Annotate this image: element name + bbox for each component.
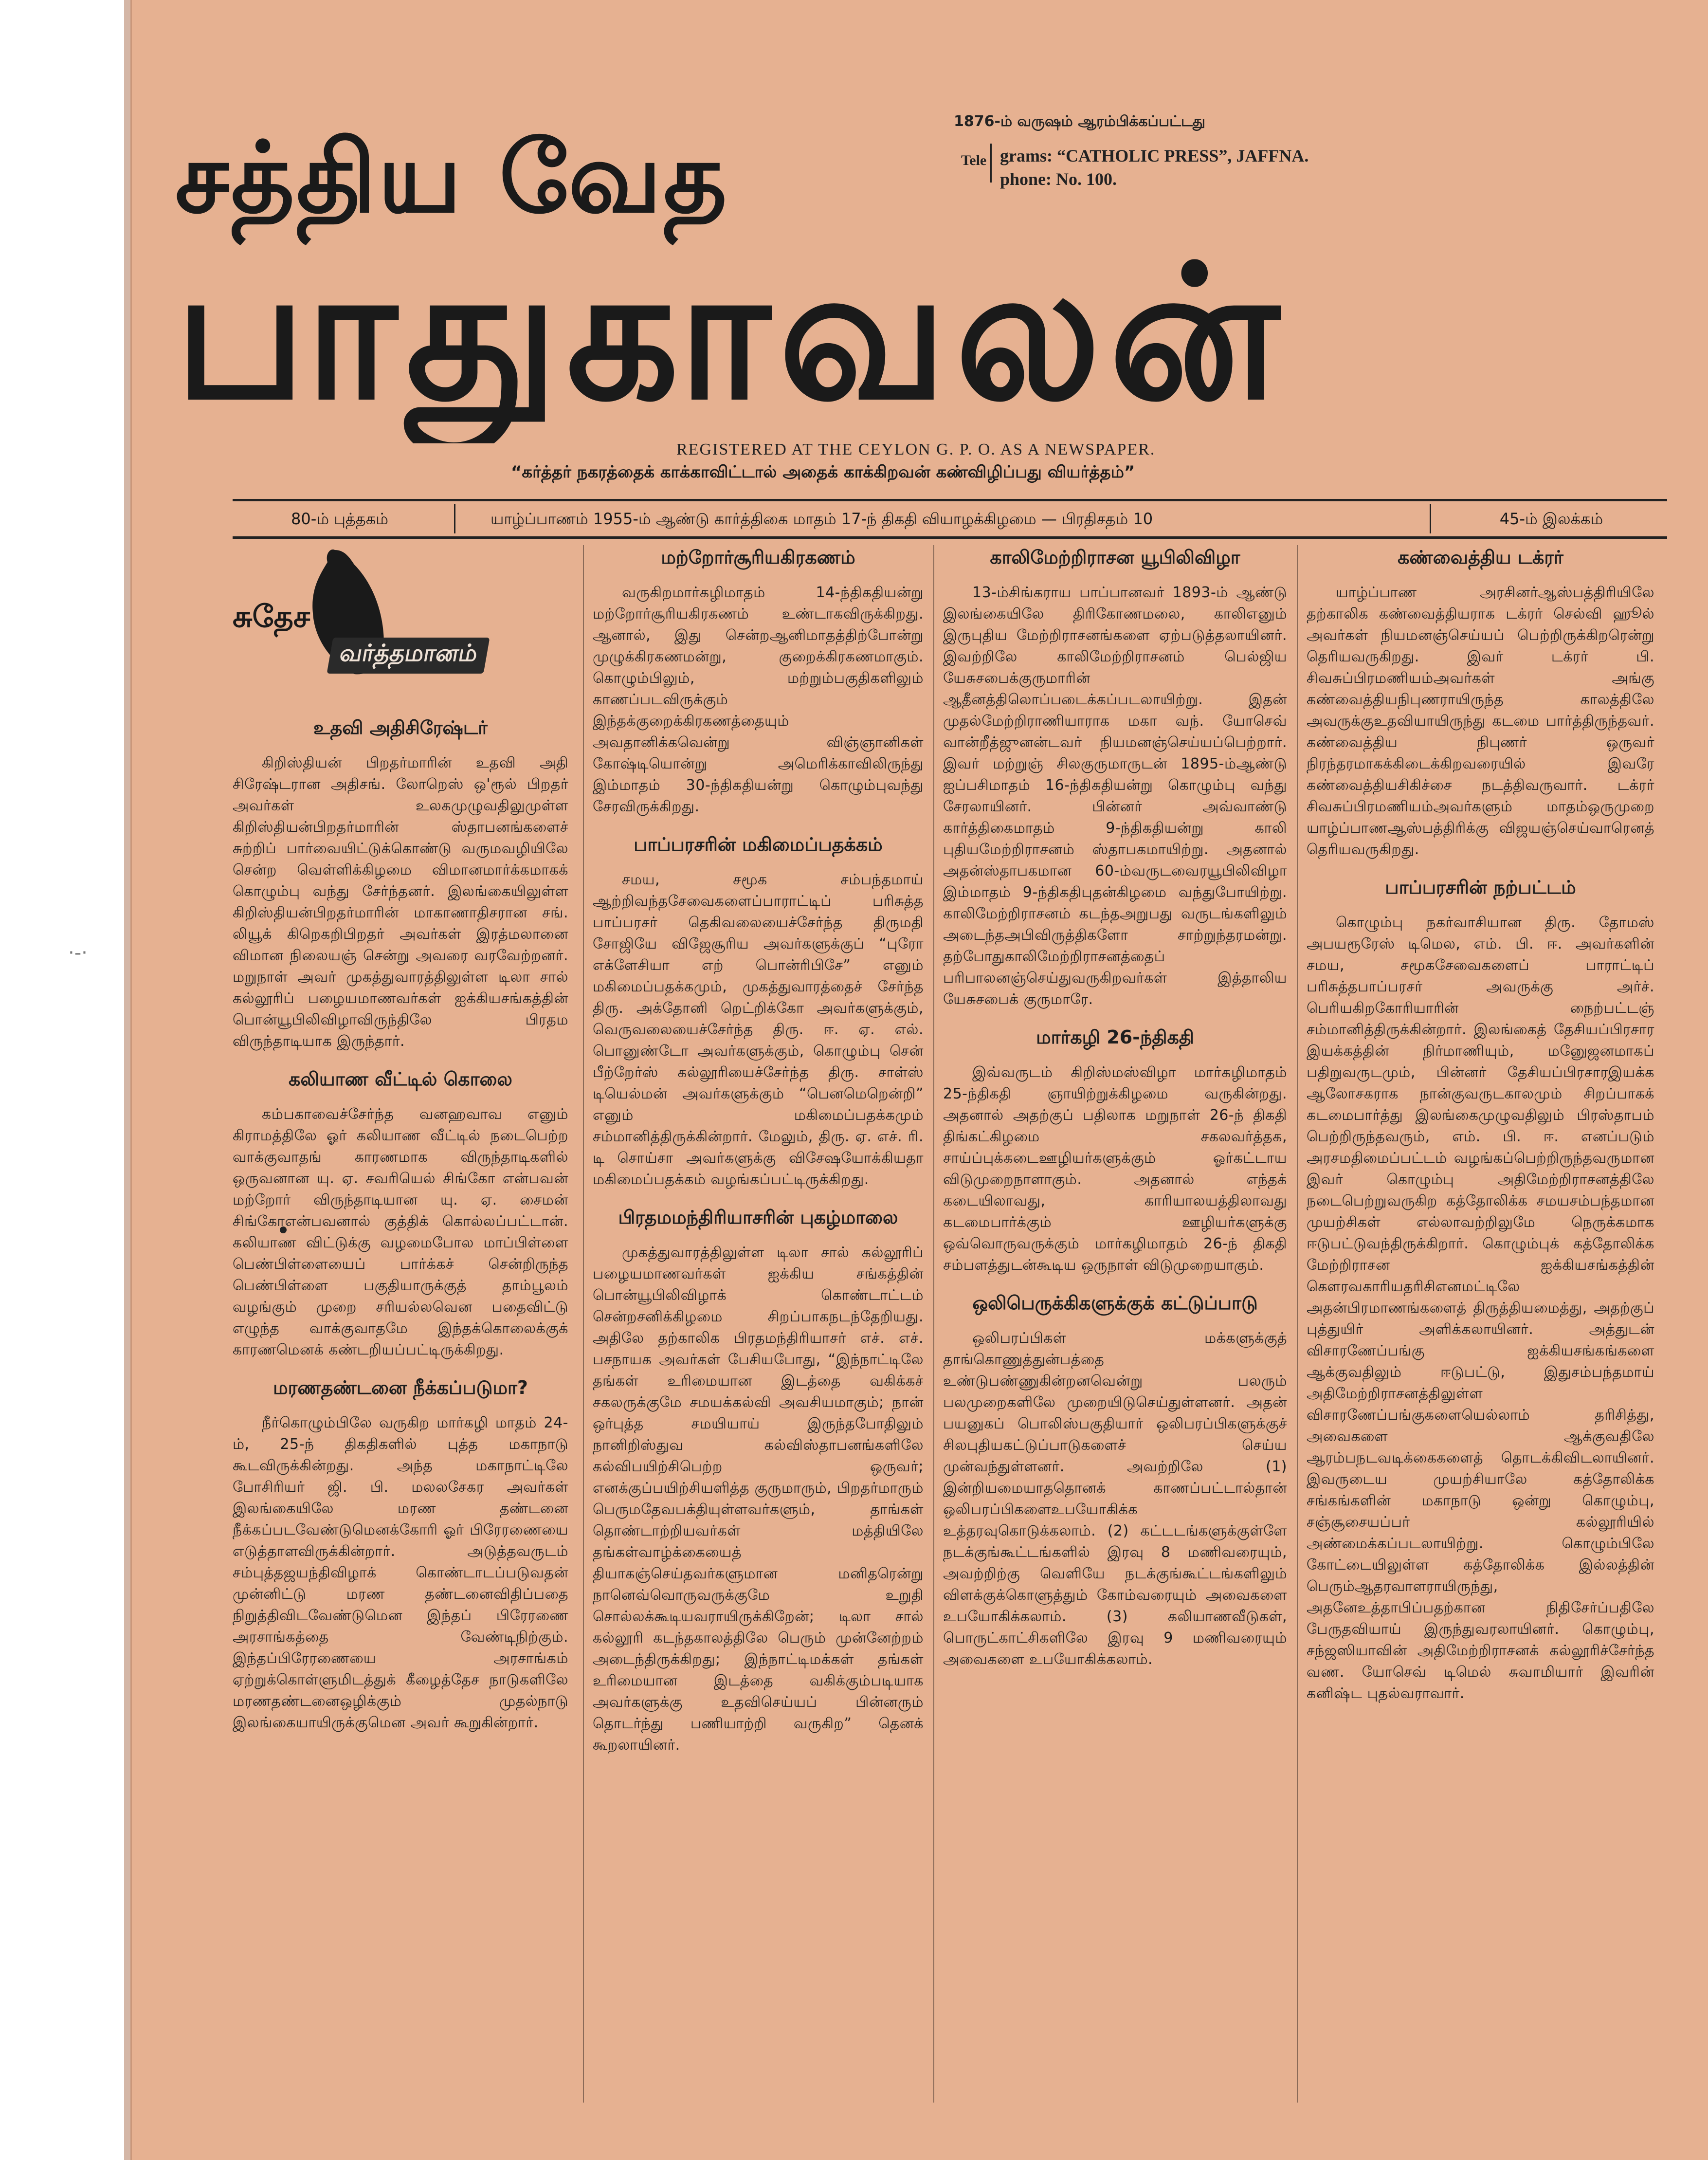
article-heading: கண்வைத்திய டக்ரர் xyxy=(1398,547,1563,568)
page-edge-strip xyxy=(124,0,132,2160)
article-body: கிறிஸ்தியன் பிறதர்மாரின் உதவி அதி சிரேஷ்டரான அதிசங். லோறெஸ் ஒ'ரூல் பிறதர் அவர்கள் உலகமுழுவதிலுமுள்ள கிறிஸ்தியன்பிறதர்மாரின் ஸ்தாபனங்களைச் சுற்றிப் பார்வையிட்டுக்கொண்டு வருமவழியிலே சென்ற வெள்ளிக்கிழமை விமானமார்க்கமாகக் கொழும்பு வந்து சேர்ந்தனர். இலங்கையிலுள்ள கிறிஸ்தியன்பிறதர்மாரின் மாகாணாதிசரான சங். லியூக் கிறெகறிபிறதர் அவர்கள் இரத்மலானை விமான நிலையஞ் சென்று அவரை வரவேற்றனர். மறுநாள் அவர் முகத்துவாரத்திலுள்ள டிலா சால் கல்லூரிப் பழையமாணவர்கள் ஐக்கியசங்கத்தின் பொன்யூபிலிவிழாவிருந்திலே பிரதம விருந்தாடியாக இருந்தார். xyxy=(233,754,568,1050)
volume-number: 80-ம் புத்தகம் xyxy=(291,510,388,528)
article-body: நீர்கொழும்பிலே வருகிற மார்கழி மாதம் 24-ம், 25-ந் திகதிகளில் புத்த மகாநாடு கூடவிருக்கின்றது. அந்த மகாநாட்டிலே போசிரியர் ஜி. பி. மலலசேகர அவர்கள் இலங்கையிலே மரண தண்டனை நீக்கப்படவேண்டுமெனக்கோரி ஓர் பிரேரணையை எடுத்தாளவிருக்கின்றார். அடுத்தவருடம் சம்புத்தஜயந்திவிழாக் கொண்டாடப்படுவதன் முன்னிட்டு மரண தண்டனைவிதிப்பதை நிறுத்திவிடவேண்டுமென இந்தப் பிரேரணை அரசாங்கத்தை வேண்டிநிற்கும். இந்தப்பிரேரணையை அரசாங்கம் ஏற்றுக்கொள்ளுமிடத்துக் கீழைத்தேச நாடுகளிலே மரணதண்டனைஒழிக்கும் முதல்நாடு இலங்கையாயிருக்குமென அவர் கூறுகின்றார். xyxy=(233,1414,568,1731)
motto-line: “கர்த்தர் நகரத்தைக் காக்காவிட்டால் அதைக் காக்கிறவன் கண்விழிப்பது வியர்த்தம்” xyxy=(511,462,1135,482)
article-heading: காலிமேற்றிராசன யூபிலிவிழா xyxy=(990,547,1240,568)
column-rule xyxy=(1297,545,1298,2103)
masthead-title-main: பாதுகாவலன் xyxy=(175,226,1288,440)
telegram-address: grams: “CATHOLIC PRESS”, JAFFNA. xyxy=(1000,146,1309,165)
masthead-title-top: சத்திய வேத xyxy=(175,120,729,235)
date-bar xyxy=(233,499,1667,539)
article-heading: கலியாண வீட்டில் கொலை xyxy=(289,1068,512,1090)
article-body: வருகிறமார்கழிமாதம் 14-ந்திகதியன்று மற்றோர்சூரியகிரகணம் உண்டாகவிருக்கிறது. ஆனால், இது சென்றஆனிமாதத்திற்போன்று முழுக்கிரகணமன்று, குறைக்கிரகணமாகும். கொழும்பிலும், மற்றும்பகுதிகளிலும் காணப்படவிருக்கும் இந்தக்குறைக்கிரகணத்தையும் அவதானிக்கவென்று விஞ்ஞானிகள் கோஷ்டியொன்று அமெரிக்காவிலிருந்து இம்மாதம் 30-ந்திகதியன்று கொழும்புவந்து சேரவிருக்கிறது. xyxy=(593,584,924,815)
article-heading: மார்கழி 26-ந்திகதி xyxy=(1036,1026,1194,1048)
article-heading: பாப்பரசரின் நற்பட்டம் xyxy=(1385,877,1576,898)
article-body: 13-ம்சிங்கராய பாப்பானவர் 1893-ம் ஆண்டு இலங்கையிலே திரிகோணமலை, காலிஎனும் இருபுதிய மேற்றிராசனங்களை ஏற்படுத்தலாயினர். இவற்றிலே காலிமேற்றிராசனம் பெல்ஜிய யேசுசபைக்குருமாரின் ஆதீனத்திலொப்படைக்கப்படலாயிற்று. இதன் முதல்மேற்றிராணியாராக மகா வந். யோசெவ் வான்றீத்ஜுனன்டவர் நியமனஞ்செய்யப்பெற்றார். இவர் மற்றுஞ் சிலகுருமாருடன் 1895-ம்ஆண்டு ஐப்பசிமாதம் 16-ந்திகதியன்று கொழும்பு வந்து சேரலாயினர். பின்னர் அவ்வாண்டு கார்த்திகைமாதம் 9-ந்திகதியன்று காலி புதியமேற்றிராசனம் ஸ்தாபகமாயிற்று. அதனால் அதன்ஸ்தாபகமான 60-ம்வருடவைரயூபிலிவிழா இம்மாதம் 9-ந்திகதிபுதன்கிழமை வந்துபோயிற்று. காலிமேற்றிராசனம் கடந்தஅறுபது வருடங்களிலும் அடைந்தஅபிவிருத்திகளோ சாற்றுந்தரமன்று. தற்போதுகாலிமேற்றிராசனத்தைப் பரிபாலனஞ்செய்துவருகிறவர்கள் இத்தாலிய யேசுசபைக் குருமாரே. xyxy=(943,584,1287,1008)
issue-date: யாழ்ப்பாணம் 1955-ம் ஆண்டு கார்த்திகை மாதம் 17-ந் திகதி வியாழக்கிழமை — பிரதிசதம் 10 xyxy=(491,510,1153,528)
article-body: கொழும்பு நகர்வாசியான திரு. தோமஸ் அபயரூரேஸ் டிமெல, எம். பி. ஈ. அவர்களின் சமய, சமூகசேவைகளைப் பாராட்டிப் பரிசுத்தபாப்பரசர் அவருக்கு அர்ச். பெரியகிறகோரியாரின் நைற்பட்டஞ் சம்மானித்திருக்கின்றார். இலங்கைத் தேசியப்பிரசார இயக்கத்தின் நிர்மாணியும், மனுேஜனமாகப் பதிறுவருடமும், பின்னர் தேசியப்பிரசாரஇயக்க ஆலோசகராக நான்குவருடகாலமும் சிறப்பாகக் கடமைபார்த்து இலங்கைமுழுவதிலும் பிரஸ்தாபம் பெற்றிருந்தவரும், எம். பி. ஈ. எனப்படும் அரசமதிமைப்பட்டம் வழங்கப்பெற்றிருந்தவருமான இவர் கொழும்பு அதிமேற்றிராசனத்திலே நடைபெற்றுவருகிற கத்தோலிக்க சமயசம்பந்தமான முயற்சிகள் எல்லாவற்றிலுமே நெருக்கமாக ஈடுபட்டுவந்திருக்கிறார். கொழும்புக் கத்தோலிக்க மேற்றிராசன ஐக்கியசங்கத்தின் கௌரவகாரியதரிசிஎனமட்டிலே அதன்பிரமாணங்களைத் திருத்தியமைத்து, அதற்குப் புத்துயிர் அளிக்கலாயினர். அத்துடன் விசாரணேப்பங்கு ஐக்கியசங்கங்களை ஆக்குவதிலும் ஈடுபட்டு, இதுசம்பந்தமாய் அதிமேற்றிராசனத்திலுள்ள விசாரணேப்பங்குகளையெல்லாம் தரிசித்து, அவைகளை ஆக்குவதிலே ஆரம்பநடவடிக்கைகளைத் தொடக்கிவிடலாயினர். இவருடைய முயற்சியாலே கத்தோலிக்க சங்கங்களின் மகாநாடு ஒன்று கொழும்பு, சஞ்சூசையப்பர் கல்லூரியில் அண்மைக்கப்படலாயிற்று. கொழும்பிலே கோட்டையிலுள்ள கத்தோலிக்க இல்லத்தின் பெரும்ஆதரவாளராயிருந்து, அதனேஉத்தாபிப்பதற்கான நிதிசேர்ப்பதிலே பேருதவியாய் இருந்துவரலாயினர். கொழும்பு, சந்ஜஸியாவின் அதிமேற்றிராசனக் கல்லூரிச்சேர்ந்த வண. யோசெவ் டிமெல் சுவாமியார் இவரின் கனிஷ்ட புதல்வராவார். xyxy=(1307,914,1654,1702)
article-body: இவ்வருடம் கிறிஸ்மஸ்விழா மார்கழிமாதம் 25-ந்திகதி ஞாயிற்றுக்கிழமை வருகின்றது. அதனால் அதற்குப் பதிலாக மறுநாள் 26-ந் திகதி திங்கட்கிழமை சகலவர்த்தக, சாய்ப்புக்கடைஊழியர்களுக்கும் ஓர்கட்டாய விடுமுறைநாளாகும். அதனால் எந்தக் கடையிலாவது, காரியாலயத்திலாவது கடமைபார்க்கும் ஊழியர்களுக்கு ஒவ்வொருவருக்கும் மார்கழிமாதம் 26-ந் திகதி சம்பளத்துடன்கூடிய ஒருநாள் விடுமுறையாகும். xyxy=(943,1064,1287,1274)
column-3 xyxy=(943,545,1287,1685)
article-heading: பிரதமமந்திரியாசரின் புகழ்மாலை xyxy=(618,1207,898,1228)
article-heading: மரணதண்டனை நீக்கப்படுமா? xyxy=(273,1377,528,1398)
suthesa-logo xyxy=(233,545,568,706)
logo-word-varthamanam: வர்த்தமானம் xyxy=(327,638,490,674)
established-line: 1876-ம் வருஷம் ஆரம்பிக்கப்பட்டது xyxy=(954,113,1205,130)
article-heading: மற்றோர்சூரியகிரகணம் xyxy=(661,547,855,568)
phone-number: phone: No. 100. xyxy=(1000,169,1117,189)
article-heading: ஒலிபெருக்கிகளுக்குக் கட்டுப்பாடு xyxy=(972,1292,1258,1314)
article-body: சமய, சமூக சம்பந்தமாய் ஆற்றிவந்தசேவைகளைப்பாராட்டிப் பரிசுத்த பாப்பரசர் தெகிவலையைச்சேர்ந்த திருமதி சோஜியே விஜேசூரிய அவர்களுக்குப் “புரோ எக்ளேசியா எற் பொன்ரிபிசே” எனும் மகிமைப்பதக்கமும், முகத்துவாரத்தைச் சேர்ந்த திரு. அக்தோனி றெட்றிக்கோ அவர்களுக்கும், வெருவலையைச்சேர்ந்த திரு. ஈ. ஏ. எல். பொனுண்டோ அவர்களுக்கும், கொழும்பு சென் பீற்றேர்ஸ் கல்லூரியைச்சேர்ந்த திரு. சாள்ஸ் டியெல்மன் அவர்களுக்கும் “பெனமெறென்றி” எனும் மகிமைப்பதக்கமும் சம்மானித்திருக்கின்றார். மேலும், திரு. ஏ. எச். ரி. டி சொய்சா அவர்களுக்கு விசேஷயோக்கியதா மகிமைப்பதக்கம் வழங்கப்பட்டிருக்கிறது. xyxy=(593,871,924,1188)
registration-line: REGISTERED AT THE CEYLON G. P. O. AS A NEWSPAPER. xyxy=(676,440,1156,458)
pencil-mark: ·-· xyxy=(68,942,88,964)
article-heading: உதவி அதிசிரேஷ்டர் xyxy=(313,717,488,738)
logo-word-suthesa: சுதேச xyxy=(233,599,310,634)
column-1 xyxy=(233,545,568,1748)
article-heading: பாப்பரசரின் மகிமைப்பதக்கம் xyxy=(634,834,883,855)
article-body: முகத்துவாரத்திலுள்ள டிலா சால் கல்லூரிப் பழையமாணவர்கள் ஐக்கிய சங்கத்தின் பொன்யூபிலிவிழாக் கொண்டாட்டம் சென்றசனிக்கிழமை சிறப்பாகநடந்தேறியது. அதிலே தற்காலிக பிரதமந்திரியாசர் எச். எச். பசநாயக அவர்கள் பேசியபோது, “இந்நாட்டிலே தங்கள் உரிமையான இடத்தை வகிக்கச் சகலருக்குமே சமயக்கல்வி அவசியமாகும்; நான் ஒர்புத்த சமயியாய் இருந்தபோதிலும் நானிறிஸ்துவ கல்விஸ்தாபனங்களிலே கல்விபயிற்சிபெற்ற ஒருவர்; எனக்குப்பயிற்சியளித்த குருமாரும், பிறதர்மாரும் பெருமதேவபக்தியுள்ளவர்களும், தாங்கள் தொண்டாற்றியவர்கள் மத்தியிலே தங்கள்வாழ்க்கையைத் தியாகஞ்செய்தவர்களுமான மனிதரென்று நானெவ்வொருவருக்குமே உறுதி சொல்லக்கூடியவராயிருக்கிறேன்; டிலா சால் கல்லூரி கடந்தகாலத்திலே பெரும் முன்னேற்றம் அடைந்திருக்கிறது; இந்நாட்டிமக்கள் தங்கள் உரிமையான இடத்தை வகிக்கும்படியாக அவர்களுக்கு உதவிசெய்யப் பின்னரும் தொடர்ந்து பணியாற்றி வருகிற” தெனக் கூறலாயினர். xyxy=(593,1244,924,1754)
column-rule xyxy=(933,545,934,2103)
article-body: யாழ்ப்பாண அரசினர்ஆஸ்பத்திரியிலே தற்காலிக கண்வைத்தியராக டக்ரர் செல்வி ஹூல் அவர்கள் நியமனஞ்செய்யப் பெற்றிருக்கிறரென்று தெரியவருகிறது. இவர் டக்ரர் பி. சிவசுப்பிரமணியம்அவர்கள் அங்கு கண்வைத்தியநிபுணராயிருந்த காலத்திலே அவருக்குஉதவியாயிருந்து கடமை பார்த்திருந்தவர். கண்வைத்திய நிபுணர் ஒருவர் நிரந்தரமாகக்கிடைக்கிறவரையில் இவரே கண்வைத்தியசிகிச்சை நடத்திவருவார். டக்ரர் சிவசுப்பிரமணியம்அவர்களும் மாதம்ஒருமுறை யாழ்ப்பாணஆஸ்பத்திரிக்கு விஜயஞ்செய்வாரெனத் தெரியவருகிறது. xyxy=(1307,584,1654,858)
tele-label: Tele xyxy=(961,152,987,168)
article-body: ஒலிபரப்பிகள் மக்களுக்குத் தாங்கொணுத்துன்பத்தை உண்டுபண்ணுகின்றனவென்று பலரும் பலமுறைகளிலே முறையிடுசெய்துள்ளனர். அதன் பயனுகப் பொலிஸ்பகுதியார் ஒலிபரப்பிகளுக்குச் சிலபுதியகட்டுப்பாடுகளைச் செய்ய முன்வந்துள்ளனர். அவற்றிலே (1) இன்றியமையாததொனக் காணப்பட்டால்தான் ஒலிபரப்பிகளைஉபயோகிக்க உத்தரவுகொடுக்கலாம். (2) கட்டடங்களுக்குள்ளே நடக்குங்கூட்டங்களில் இரவு 8 மணிவரையும், அவற்றிற்கு வெளியே நடக்குங்கூட்டங்களிலும் விளக்குக்கொளுத்தும் கோம்வரையும் அவைகளை உபயோகிக்கலாம். (3) கலியாணவீடுகள், பொருட்காட்சிகளிலே இரவு 9 மணிவரையும் அவைகளை உபயோகிக்கலாம். xyxy=(943,1330,1287,1668)
column-2 xyxy=(593,545,924,1771)
column-4 xyxy=(1307,545,1654,1719)
article-body: கம்பகாவைச்சேர்ந்த வனஹவாவ எனும் கிராமத்திலே ஓர் கலியாண வீட்டில் நடைபெற்ற வாக்குவாதங் காரணமாக விருந்தாடிகளில் ஒருவனான யு. ஏ. சவரியெல் சிங்கோ என்பவன் மற்றோர் விருந்தாடியான யு. ஏ. சைமன் சிங்கோஎன்பவனால் குத்திக் கொல்லப்பட்டான். கலியாண விட்டுக்கு வழமைபோல மாப்பிள்ளை பெண்பிள்ளையைப் பார்க்கச் சென்றிருந்த பெண்பிள்ளை பகுதியாருக்குத் தாம்பூலம் வழங்கும் முறை சரியல்லவென பதைவிட்டு எழுந்த வாக்குவாதமே இந்தக்கொலைக்குக் காரணமெனக் கண்டறியப்பட்டிருக்கிறது. xyxy=(233,1106,568,1358)
column-rule xyxy=(583,545,584,2103)
divider xyxy=(1430,504,1431,533)
divider xyxy=(454,504,455,533)
issue-number: 45-ம் இலக்கம் xyxy=(1499,510,1603,528)
